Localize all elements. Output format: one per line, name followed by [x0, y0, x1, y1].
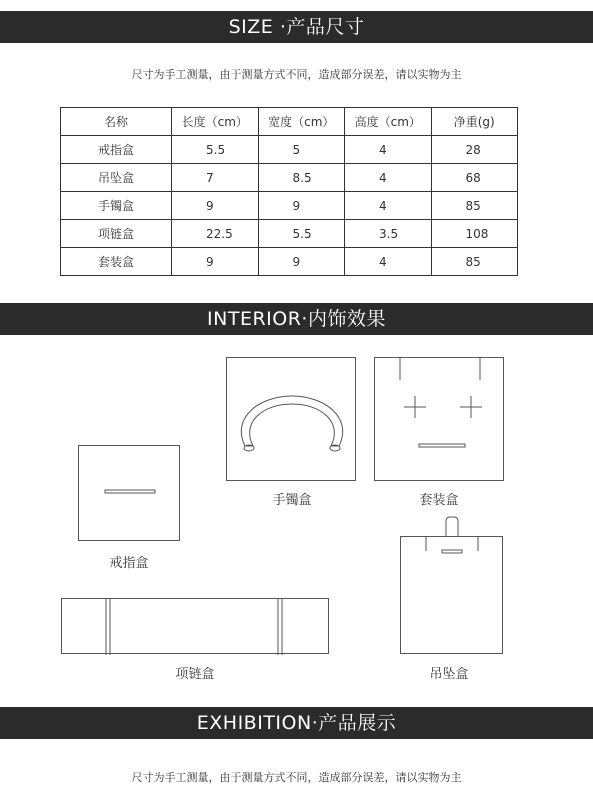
- cell-height: 4: [345, 136, 432, 164]
- cell-name: 戒指盒: [61, 136, 172, 164]
- ring-box-label: 戒指盒: [109, 556, 149, 571]
- pendant-box-label: 吊坠盒: [429, 667, 469, 682]
- cell-length: 9: [172, 248, 259, 276]
- cell-width: 9: [258, 248, 345, 276]
- exhibition-note: 尺寸为手工测量，由于测量方式不同，造成部分误差，请以实物为主: [131, 771, 462, 784]
- cell-weight: 108: [431, 220, 518, 248]
- cell-weight: 85: [431, 248, 518, 276]
- table-row: [61, 136, 518, 164]
- header-name: 名称: [61, 108, 172, 136]
- cell-weight: 28: [431, 136, 518, 164]
- header-weight: 净重(g): [431, 108, 518, 136]
- size-note: 尺寸为手工测量，由于测量方式不同，造成部分误差，请以实物为主: [131, 68, 462, 81]
- cell-weight: 68: [431, 164, 518, 192]
- cell-height: 4: [345, 164, 432, 192]
- interior-banner: INTERIOR·内饰效果: [0, 303, 593, 335]
- necklace-insert-icon: [62, 599, 330, 655]
- exhibition-banner: EXHIBITION·产品展示: [0, 707, 593, 739]
- necklace-box-label: 项链盒: [175, 667, 215, 682]
- cell-length: 5.5: [172, 136, 259, 164]
- table-row: [61, 192, 518, 220]
- bracelet-icon: [227, 358, 357, 482]
- table-row: [61, 164, 518, 192]
- set-box-illustration: [374, 357, 504, 481]
- cell-length: 9: [172, 192, 259, 220]
- cell-height: 4: [345, 192, 432, 220]
- cell-width: 5.5: [258, 220, 345, 248]
- cell-name: 手镯盒: [61, 192, 172, 220]
- pendant-box-illustration: [400, 515, 504, 655]
- cell-width: 5: [258, 136, 345, 164]
- necklace-box-illustration: [61, 598, 329, 654]
- cell-width: 8.5: [258, 164, 345, 192]
- cell-width: 9: [258, 192, 345, 220]
- set-insert-icon: [375, 358, 505, 482]
- cell-name: 吊坠盒: [61, 164, 172, 192]
- table-header-row: [61, 108, 518, 136]
- bracelet-box-label: 手镯盒: [272, 493, 312, 508]
- ring-slot-icon: [79, 446, 181, 542]
- cell-name: 项链盒: [61, 220, 172, 248]
- ring-box-illustration: [78, 445, 180, 541]
- cell-weight: 85: [431, 192, 518, 220]
- cell-height: 4: [345, 248, 432, 276]
- header-width: 宽度（cm）: [258, 108, 345, 136]
- bracelet-box-illustration: [226, 357, 356, 481]
- header-height: 高度（cm）: [345, 108, 432, 136]
- size-banner: SIZE ·产品尺寸: [0, 11, 593, 43]
- table-row: [61, 220, 518, 248]
- header-length: 长度（cm）: [172, 108, 259, 136]
- size-table: [60, 107, 518, 276]
- set-box-label: 套装盒: [419, 493, 459, 508]
- cell-length: 7: [172, 164, 259, 192]
- cell-height: 3.5: [345, 220, 432, 248]
- cell-length: 22.5: [172, 220, 259, 248]
- table-row: [61, 248, 518, 276]
- cell-name: 套装盒: [61, 248, 172, 276]
